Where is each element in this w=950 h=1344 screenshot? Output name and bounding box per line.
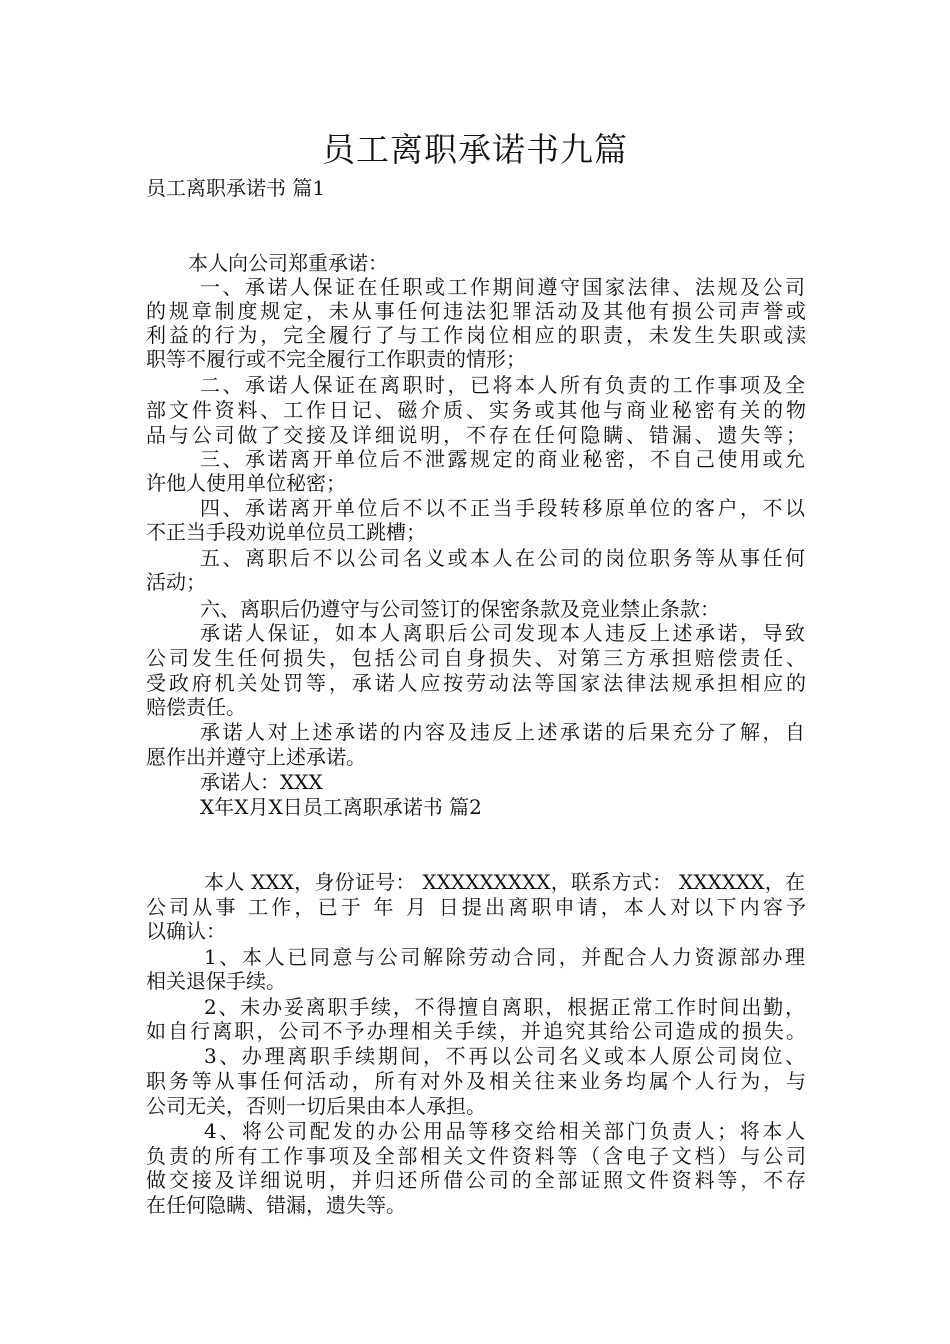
text-line: 2、未办妥离职手续，不得擅自离职，根据正常工作时间出勤，	[204, 995, 805, 1019]
text-line: 相关退保手续。	[146, 969, 286, 993]
text-line: 1、本人已同意与公司解除劳动合同，并配合人力资源部办理	[204, 945, 805, 969]
text-line: 承诺人：XXX	[200, 770, 323, 794]
text-line: 4、将公司配发的办公用品等移交给相关部门负责人；将本人	[204, 1119, 805, 1143]
text-line: 公司无关，否则一切后果由本人承担。	[146, 1094, 486, 1118]
text-line: 承诺人保证，如本人离职后公司发现本人违反上述承诺，导致	[200, 621, 805, 645]
text-line: 五、离职后不以公司名义或本人在公司的岗位职务等从事任何	[200, 546, 805, 570]
text-line: 不正当手段劝说单位员工跳槽；	[146, 520, 426, 544]
text-line: 3、办理离职手续期间，不再以公司名义或本人原公司岗位、	[204, 1044, 805, 1068]
text-line: 以确认：	[146, 919, 226, 943]
section-heading-1: 员工离职承诺书 篇1	[146, 176, 326, 200]
text-line: 承诺人对上述承诺的内容及违反上述承诺的后果充分了解，自	[200, 720, 805, 744]
text-line: 职务等从事任何活动，所有对外及相关往来业务均属个人行为，与	[146, 1069, 806, 1093]
text-line: 公司从事 工作，已于 年 月 日提出离职申请，本人对以下内容予	[146, 895, 806, 919]
text-line: 三、承诺离开单位后不泄露规定的商业秘密，不自己使用或允	[200, 447, 805, 471]
text-line: 本人 XXX，身份证号： XXXXXXXXX，联系方式： XXXXXX，在	[204, 870, 805, 894]
text-line: X年X月X日员工离职承诺书 篇2	[200, 795, 482, 819]
text-line: 二、承诺人保证在离职时，已将本人所有负责的工作事项及全	[200, 373, 805, 397]
text-line: 负责的所有工作事项及全部相关文件资料等（含电子文档）与公司	[146, 1144, 806, 1168]
text-line: 六、离职后仍遵守与公司签订的保密条款及竞业禁止条款：	[200, 597, 720, 621]
text-line: 做交接及详细说明，并归还所借公司的全部证照文件资料等，不存	[146, 1168, 806, 1192]
text-line: 利益的行为，完全履行了与工作岗位相应的职责，未发生失职或渎	[146, 323, 806, 347]
text-line: 部文件资料、工作日记、磁介质、实务或其他与商业秘密有关的物	[146, 398, 806, 422]
text-line: 如自行离职，公司不予办理相关手续，并追究其给公司造成的损失。	[146, 1019, 806, 1043]
text-line: 的规章制度规定，未从事任何违法犯罪活动及其他有损公司声誉或	[146, 299, 806, 323]
text-line: 愿作出并遵守上述承诺。	[146, 745, 366, 769]
text-line: 在任何隐瞒、错漏，遗失等。	[146, 1193, 406, 1217]
text-line: 本人向公司郑重承诺：	[188, 251, 388, 275]
text-line: 许他人使用单位秘密；	[146, 471, 346, 495]
text-line: 赔偿责任。	[146, 695, 246, 719]
text-line: 活动；	[146, 570, 206, 594]
text-line: 受政府机关处罚等，承诺人应按劳动法等国家法律法规承担相应的	[146, 671, 806, 695]
text-line: 职等不履行或不完全履行工作职责的情形；	[146, 347, 526, 371]
document-title: 员工离职承诺书九篇	[322, 130, 628, 169]
text-line: 公司发生任何损失，包括公司自身损失、对第三方承担赔偿责任、	[146, 646, 806, 670]
text-line: 四、承诺离开单位后不以不正当手段转移原单位的客户，不以	[200, 496, 805, 520]
text-line: 品与公司做了交接及详细说明，不存在任何隐瞒、错漏、遗失等；	[146, 423, 806, 447]
text-line: 一、承诺人保证在任职或工作期间遵守国家法律、法规及公司	[200, 275, 805, 299]
